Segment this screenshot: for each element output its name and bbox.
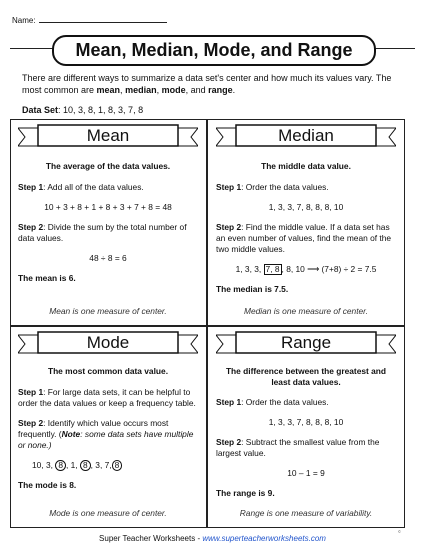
median-ordered-list: 1, 3, 3, 7, 8, 8, 8, 10: [268, 202, 344, 212]
mode-circled-value: 8: [80, 460, 91, 471]
mode-circled-value: 8: [55, 460, 66, 471]
range-ordered-list: 1, 3, 3, 7, 8, 8, 8, 10: [268, 417, 344, 427]
title-rule-left: [10, 48, 54, 49]
grid-divider-vertical: [206, 119, 208, 528]
mode-heading: Mode: [86, 333, 130, 352]
footer-brand: Super Teacher Worksheets -: [99, 534, 203, 543]
mode-result: The mode is 8.: [18, 480, 77, 490]
step-label: Step 2: [216, 437, 242, 447]
mean-result: The mean is 6.: [18, 273, 76, 283]
step-label: Step 1: [18, 387, 44, 397]
step-label: Step 2: [18, 222, 44, 232]
note-label: Note: [61, 429, 81, 439]
median-banner: [216, 124, 396, 147]
page-title: Mean, Median, Mode, and Range: [52, 35, 376, 66]
mean-step-1: [18, 182, 198, 193]
range-banner: [216, 331, 396, 354]
intro-sep: ,: [120, 85, 126, 95]
page-footer: [0, 534, 425, 543]
range-panel: [216, 331, 396, 518]
mode-list-item: 3,: [95, 460, 103, 470]
step-text: : Divide the sum by the total number of data values.: [18, 222, 187, 243]
intro-term-mode: mode: [161, 85, 186, 95]
data-set: [22, 105, 143, 115]
median-middle-values-box: 7, 8: [265, 264, 280, 274]
step-text: : Identify which value occurs most frequently. (: [18, 418, 169, 439]
mode-banner: [18, 331, 198, 354]
median-step-1: [216, 182, 396, 193]
mean-heading: Mean: [86, 126, 130, 145]
median-equation: [216, 264, 396, 275]
mean-banner: [18, 124, 198, 147]
arrow-right-icon: ⟶: [307, 264, 320, 274]
median-eq-part: (7+8) ÷ 2 = 7.5: [319, 264, 377, 274]
intro-sep: , and: [185, 85, 209, 95]
mode-list-item: , 1,: [65, 460, 78, 470]
median-step-2: [216, 222, 396, 255]
name-field: [12, 15, 167, 25]
step-text: : Find the middle value. If a data set has an even number of values, find the mean of the two middle values.: [216, 222, 392, 254]
step-text: : Order the data values.: [241, 397, 329, 407]
name-blank-line[interactable]: [39, 15, 167, 23]
range-result: The range is 9.: [216, 488, 275, 498]
step-label: Step 1: [216, 397, 242, 407]
step-label: Step 2: [216, 222, 242, 232]
data-set-values: : 10, 3, 8, 1, 8, 3, 7, 8: [58, 105, 144, 115]
note-text: : some data sets have multiple or none.): [18, 429, 194, 450]
mode-list-item: ,: [90, 460, 93, 470]
median-eq-part: 1, 3, 3,: [235, 264, 264, 274]
mean-divide-equation: 48 ÷ 8 = 6: [89, 253, 127, 263]
median-heading: Median: [278, 126, 334, 145]
mode-definition: The most common data value.: [47, 366, 169, 376]
intro-paragraph: [22, 72, 392, 96]
mode-value-list: [18, 460, 198, 471]
copyright-mark: ©: [398, 529, 401, 534]
footer-link[interactable]: www.superteacherworksheets.com: [202, 534, 326, 543]
intro-term-mean: mean: [96, 85, 121, 95]
name-label: Name:: [12, 16, 36, 25]
mean-footer-note: Mean is one measure of center.: [49, 306, 167, 316]
step-label: Step 1: [18, 182, 44, 192]
step-text: : For large data sets, it can be helpful to order the data values or keep a frequency table.: [18, 387, 196, 408]
intro-text: There are different ways to summarize a data set's center and how much its values vary. The most common are: [22, 73, 392, 95]
median-result: The median is 7.5.: [216, 284, 289, 294]
mode-footer-note: Mode is one measure of center.: [49, 508, 167, 518]
title-rule-right: [372, 48, 415, 49]
mode-circled-value: 8: [112, 460, 123, 471]
step-label: Step 2: [18, 418, 44, 428]
mode-step-1: [18, 387, 198, 409]
mode-step-2: [18, 418, 198, 451]
range-step-2: [216, 437, 396, 459]
mode-list-item: 3,: [45, 460, 53, 470]
median-eq-part: 8, 10: [286, 264, 308, 274]
range-footer-note: Range is one measure of variability.: [239, 508, 373, 518]
mean-sum-equation: 10 + 3 + 8 + 1 + 8 + 3 + 7 + 8 = 48: [44, 202, 172, 212]
median-footer-note: Median is one measure of center.: [244, 306, 368, 316]
mode-list-item: 7,: [104, 460, 112, 470]
mode-list-item: 10,: [32, 460, 44, 470]
mode-panel: [18, 331, 198, 518]
median-eq-part: ,: [281, 264, 287, 274]
grid-divider-horizontal: [10, 325, 405, 327]
data-set-label: Data Set: [22, 105, 59, 115]
median-panel: [216, 124, 396, 316]
step-text: : Subtract the smallest value from the largest value.: [216, 437, 380, 458]
mean-step-2: [18, 222, 198, 244]
range-step-1: [216, 397, 396, 408]
range-heading: Range: [280, 333, 332, 352]
intro-term-median: median: [125, 85, 157, 95]
intro-term-range: range: [208, 85, 233, 95]
median-definition: The middle data value.: [261, 161, 351, 171]
mean-definition: The average of the data values.: [45, 161, 171, 171]
step-text: : Add all of the data values.: [43, 182, 144, 192]
intro-sep: .: [232, 85, 236, 95]
mean-panel: [18, 124, 198, 316]
range-definition: The difference between the greatest and least data values.: [225, 366, 387, 387]
step-text: : Order the data values.: [241, 182, 329, 192]
intro-sep: ,: [156, 85, 162, 95]
range-equation: 10 – 1 = 9: [287, 468, 325, 478]
step-label: Step 1: [216, 182, 242, 192]
